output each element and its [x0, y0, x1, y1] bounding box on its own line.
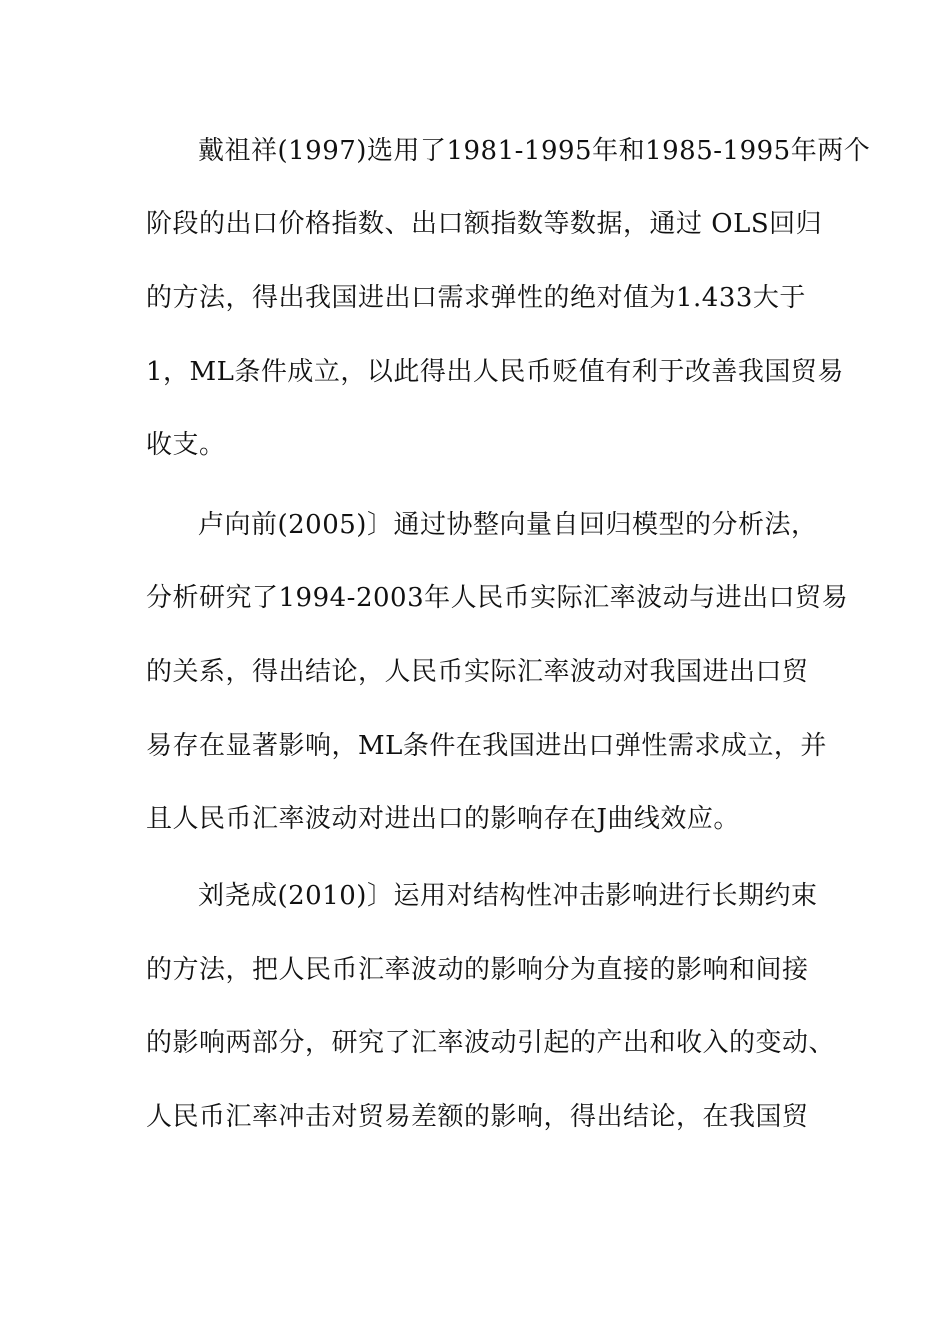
paragraph-2-line-5: 且人民币汇率波动对进出口的影响存在J曲线效应。	[146, 804, 740, 834]
paragraph-1-line-5: 收支。	[146, 430, 226, 460]
paragraph-3-line-4: 人民币汇率冲击对贸易差额的影响，得出结论，在我国贸	[146, 1102, 809, 1132]
paragraph-2-line-3: 的关系，得出结论，人民币实际汇率波动对我国进出口贸	[146, 657, 809, 687]
paragraph-1-line-2: 阶段的出口价格指数、出口额指数等数据，通过 OLS回归	[146, 209, 823, 239]
paragraph-2-line-1: 卢向前(2005)〕通过协整向量自回归模型的分析法，	[198, 510, 818, 540]
paragraph-1-line-4: 1，ML条件成立，以此得出人民币贬值有利于改善我国贸易	[146, 357, 844, 387]
paragraph-3-line-3: 的影响两部分，研究了汇率波动引起的产出和收入的变动、	[146, 1028, 836, 1058]
paragraph-2-line-2: 分析研究了1994-2003年人民币实际汇率波动与进出口贸易	[146, 583, 849, 613]
paragraph-2-line-4: 易存在显著影响，ML条件在我国进出口弹性需求成立，并	[146, 731, 827, 761]
paragraph-1-line-3: 的方法，得出我国进出口需求弹性的绝对值为1.433大于	[146, 283, 806, 313]
paragraph-3-line-1: 刘尧成(2010)〕运用对结构性冲击影响进行长期约束	[198, 881, 818, 911]
paragraph-3-line-2: 的方法，把人民币汇率波动的影响分为直接的影响和间接	[146, 955, 809, 985]
paragraph-1-line-1: 戴祖祥(1997)选用了1981-1995年和1985-1995年两个	[198, 136, 871, 166]
